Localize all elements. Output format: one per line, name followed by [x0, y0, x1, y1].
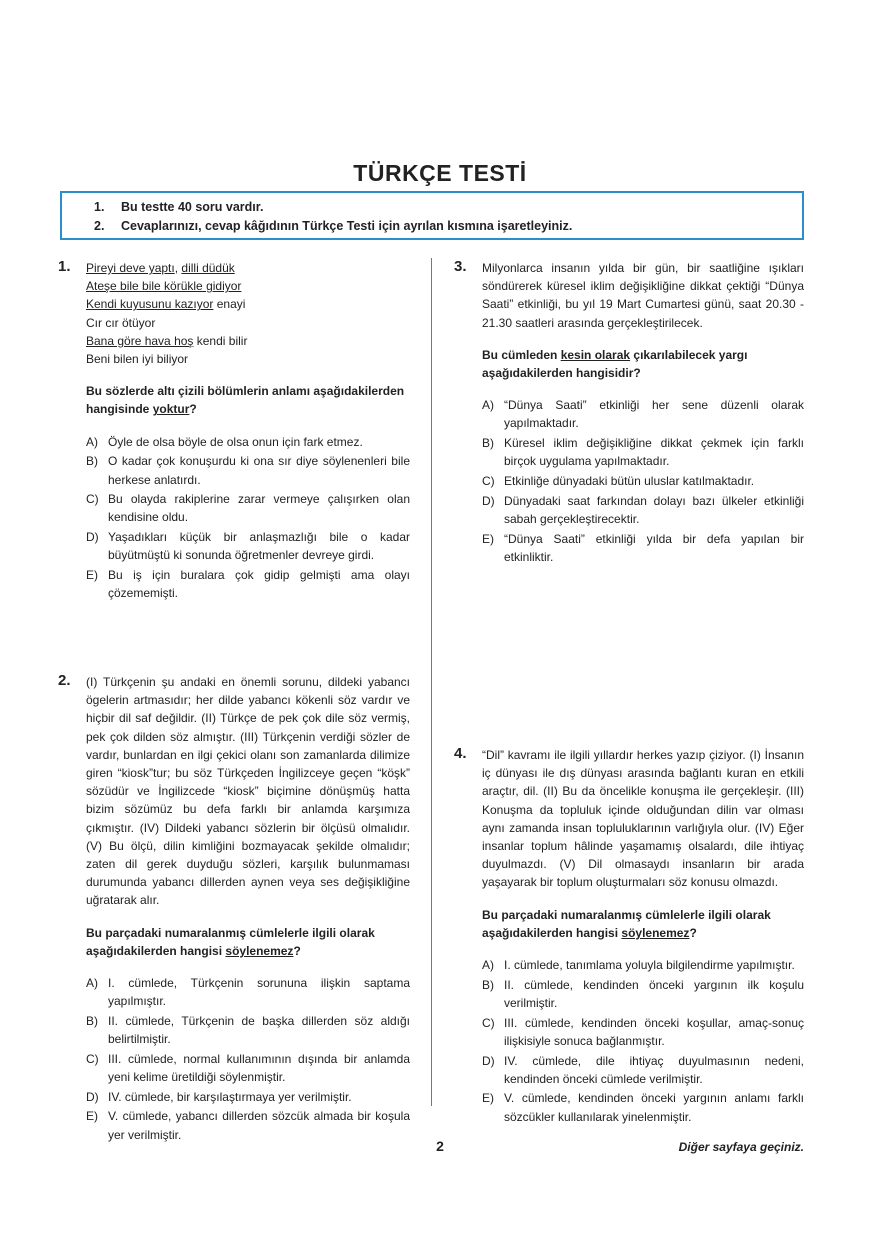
option-b[interactable]: B) II. cümlede, Türkçenin de başka dillerden söz aldığı belirtilmiştir.	[86, 1013, 410, 1047]
option-c[interactable]: C) Bu olayda rakiplerine zarar vermeye çalışırken olan kendisine oldu.	[86, 492, 410, 525]
question-passage: Milyonlarca insanın yılda bir gün, bir saatliğine ışıkları söndürerek küresel iklim değişikliğine dikkat çektiği “Dünya Saati” etkinliği, bu yıl 19 Mart Cumartesi günü, saat 20.30 - 21.30 saatleri arasında gerçekleştirilecek.	[482, 261, 804, 330]
question-stem: Bu parçadaki numaralanmış cümlelerle ilgili olarak aşağıdakilerden hangisi söylenemez?	[482, 907, 771, 940]
option-e[interactable]: E) V. cümlede, kendinden önceki yargının anlamı farklı sözcükler kullanılarak yinelenmiştir.	[482, 1091, 804, 1124]
proverb-line: Bana göre hava hoş kendi bilir	[86, 333, 248, 348]
next-page-note: Diğer sayfaya geçiniz.	[678, 1140, 804, 1154]
options-list	[482, 396, 804, 566]
question-1	[86, 259, 410, 604]
question-3	[482, 259, 804, 568]
options-list	[86, 433, 410, 603]
question-2	[86, 673, 410, 1145]
options-list	[482, 956, 804, 1126]
option-a[interactable]: A) “Dünya Saati” etkinliği her sene düzenli olarak yapılmaktadır.	[482, 398, 804, 431]
option-b[interactable]: B) O kadar çok konuşurdu ki ona sır diye söylenenleri bile herkese anlatırdı.	[86, 454, 410, 487]
question-stem: Bu cümleden kesin olarak çıkarılabilecek yargı aşağıdakilerden hangisidir?	[482, 347, 748, 381]
question-stem: Bu parçadaki numaralanmış cümlelerle ilgili olarak aşağıdakilerden hangisi söylenemez?	[86, 925, 375, 958]
option-a[interactable]: A) I. cümlede, Türkçenin sorununa ilişkin saptama yapılmıştır.	[86, 976, 410, 1009]
option-d[interactable]: D) Yaşadıkları küçük bir anlaşmazlığı bile o kadar büyütmüştü ki sonunda öğretmenler devreye girdi.	[86, 530, 410, 563]
page-title: TÜRKÇE TESTİ	[353, 160, 527, 186]
question-number: 1.	[58, 258, 71, 275]
question-number: 4.	[454, 745, 467, 762]
option-d[interactable]: D) IV. cümlede, bir karşılaştırmaya yer verilmiştir.	[86, 1089, 352, 1104]
instruction-item: 1. Bu testte 40 soru vardır.	[94, 200, 264, 214]
option-a[interactable]: A) I. cümlede, tanımlama yoluyla bilgilendirme yapılmıştır.	[482, 958, 795, 973]
option-d[interactable]: D) Dünyadaki saat farkından dolayı bazı ülkeler etkinliği sabah gerçekleştirecektir.	[482, 493, 804, 526]
proverb-line: Ateşe bile bile körükle gidiyor	[86, 279, 242, 294]
proverb-line: Cır cır ötüyor	[86, 315, 156, 330]
proverb-line: Kendi kuyusunu kazıyor enayi	[86, 297, 246, 312]
option-e[interactable]: E) “Dünya Saati” etkinliği yılda bir defa yapılan bir etkinliktir.	[482, 531, 804, 564]
question-stem: Bu sözlerde altı çizili bölümlerin anlamı aşağıdakilerden hangisinde yoktur?	[86, 384, 405, 417]
instructions-box	[60, 191, 804, 240]
option-c[interactable]: C) III. cümlede, kendinden önceki koşullar, amaç-sonuç ilişkisiyle sonuca bağlanmıştır.	[482, 1015, 804, 1048]
option-c[interactable]: C) Etkinliğe dünyadaki bütün uluslar katılmaktadır.	[482, 474, 755, 489]
proverb-line: Pireyi deve yaptı, dilli düdük	[86, 261, 235, 275]
question-passage: “Dil” kavramı ile ilgili yıllardır herkes yazıp çiziyor. (I) İnsanın iç dünyası ile dış dünyası arasında bağlantı kuran en etkili araçtır, dil. (II) Bu da öncelikle konuşma ile gerçekleşir. (III) Konuşma da topluluk içinde olduğundan dilin var olması aynı zamanda insan topluluklarının varlığıyla olur. (IV) Eğer insanlar toplum hâlinde yaşamamış olsalardı, dile ihtiyaç duyulmazdı. (V) Dil olmasaydı insanların bir arada yaşayarak bir toplum oluşturmaları söz konusu olmazdı.	[482, 748, 804, 890]
option-b[interactable]: B) Küresel iklim değişikliğine dikkat çekmek için farklı birçok uygulama yapılmaktadır.	[482, 436, 804, 469]
option-e[interactable]: E) V. cümlede, yabancı dillerden sözcük almada bir koşula yer verilmiştir.	[86, 1109, 410, 1142]
question-number: 2.	[58, 672, 71, 689]
question-number: 3.	[454, 258, 467, 275]
option-d[interactable]: D) IV. cümlede, dile ihtiyaç duyulmasının nedeni, kendinden önceki cümlede verilmiştir.	[482, 1053, 804, 1086]
proverb-lines	[86, 259, 410, 368]
option-e[interactable]: E) Bu iş için buralara çok gidip gelmişti ama olayı çözememişti.	[86, 568, 410, 601]
option-c[interactable]: C) III. cümlede, normal kullanımının dışında bir anlamda yeni kelime üretildiği söylenmiştir.	[86, 1051, 410, 1085]
question-passage: (I) Türkçenin şu andaki en önemli sorunu, dildeki yabancı ögelerin artmasıdır; her dilde yabancı kökenli söz vardır ve hiçbir dil saf değildir. (II) Türkçe de pek çok dile söz vermiş, pek çok dilden söz almıştır. (III) Türkçenin verdiği sözler de vardır, bunlardan en ilgi çekici olanı son zamanlarda dilimize giren “kiosk”tur; bu söz Türkçeden İngilizceye geçen “köşk” sözüdür ve İngilizcede “kiosk” biçimine dönüşmüş hatta bizim sözümüz bu defa farklı bir anlamda karşımıza çıkmıştır. (IV) Dildeki yabancı sözlerin bir ölçüsü olmalıdır. (V) Bu ölçü, dilin kimliğini bozmayacak şekilde olmalıdır; zaten dil gerek duyduğu sözleri, karşılık bulunmaması durumunda yabancı dillerden aynen veya ses değişikliğine uğratarak alır.	[86, 675, 410, 908]
proverb-line: Beni bilen iyi biliyor	[86, 352, 189, 367]
column-divider	[431, 258, 432, 1106]
option-a[interactable]: A) Öyle de olsa böyle de olsa onun için fark etmez.	[86, 434, 363, 449]
question-4	[482, 746, 804, 1127]
options-list	[86, 974, 410, 1144]
option-b[interactable]: B) II. cümlede, kendinden önceki yargının ilk koşulu verilmiştir.	[482, 977, 804, 1010]
page-number: 2	[436, 1138, 444, 1154]
instruction-item: 2. Cevaplarınızı, cevap kâğıdının Türkçe Testi için ayrılan kısmına işaretleyiniz.	[94, 219, 573, 233]
